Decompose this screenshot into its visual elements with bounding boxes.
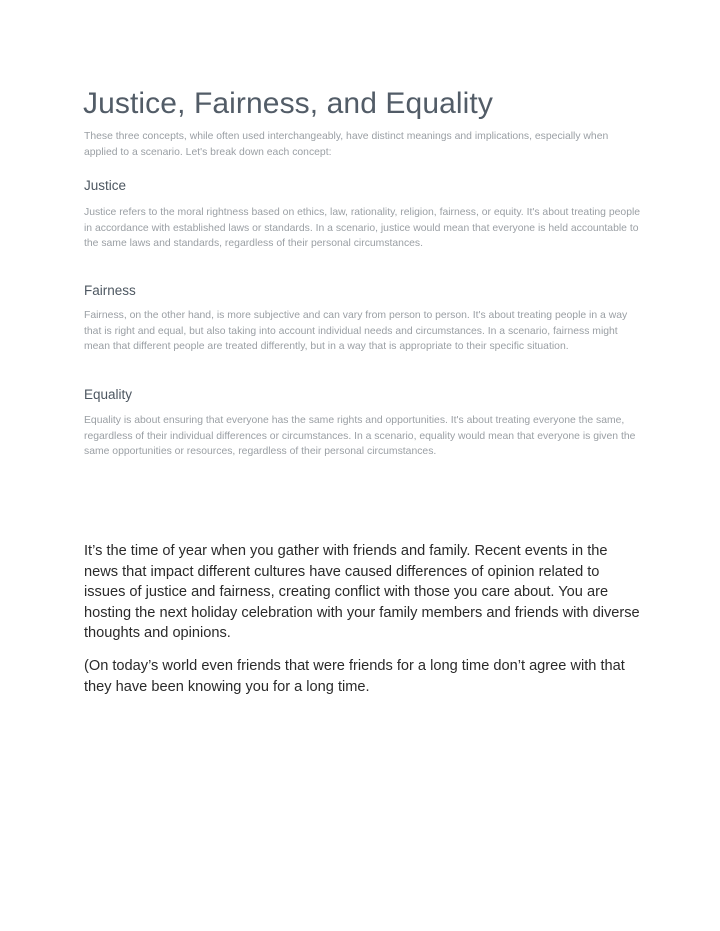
- justice-heading: Justice: [84, 178, 127, 193]
- scenario-paragraph: It’s the time of year when you gather with friends and family. Recent events in the news that impact different cultures have caused differences of opinion related to issues of justice and fairness, creating conflict with those you care about. You are hosting the next holiday celebration with your family members and friends with diverse thoughts and opinions.: [84, 543, 640, 642]
- document-title: Justice, Fairness, and Equality: [83, 87, 493, 120]
- fairness-heading: Fairness: [84, 283, 136, 298]
- equality-heading: Equality: [84, 387, 133, 402]
- note-paragraph: (On today’s world even friends that were friends for a long time don’t agree with that they have been knowing you for a long time.: [84, 658, 625, 695]
- equality-paragraph: Equality is about ensuring that everyone has the same rights and opportunities. It's about treating everyone the same, regardless of their individual differences or circumstances. In a scenario, equality would mean that everyone is given the same opportunities or resources, regardless of their personal circumstances.: [84, 415, 636, 457]
- justice-paragraph: Justice refers to the moral rightness based on ethics, law, rationality, religion, fairness, or equity. It's about treating people in accordance with established laws or standards. In a scenario, justice would mean that everyone is held accountable to the same laws and standards, regardless of their personal circumstances.: [84, 207, 641, 249]
- fairness-paragraph: Fairness, on the other hand, is more subjective and can vary from person to person. It's about treating people in a way that is right and equal, but also taking into account individual needs and circumstances. In a scenario, fairness might mean that different people are treated differently, but in a way that is appropriate to their specific situation.: [84, 310, 628, 352]
- intro-paragraph: These three concepts, while often used interchangeably, have distinct meanings and implications, especially when applied to a scenario. Let's break down each concept:: [84, 131, 609, 158]
